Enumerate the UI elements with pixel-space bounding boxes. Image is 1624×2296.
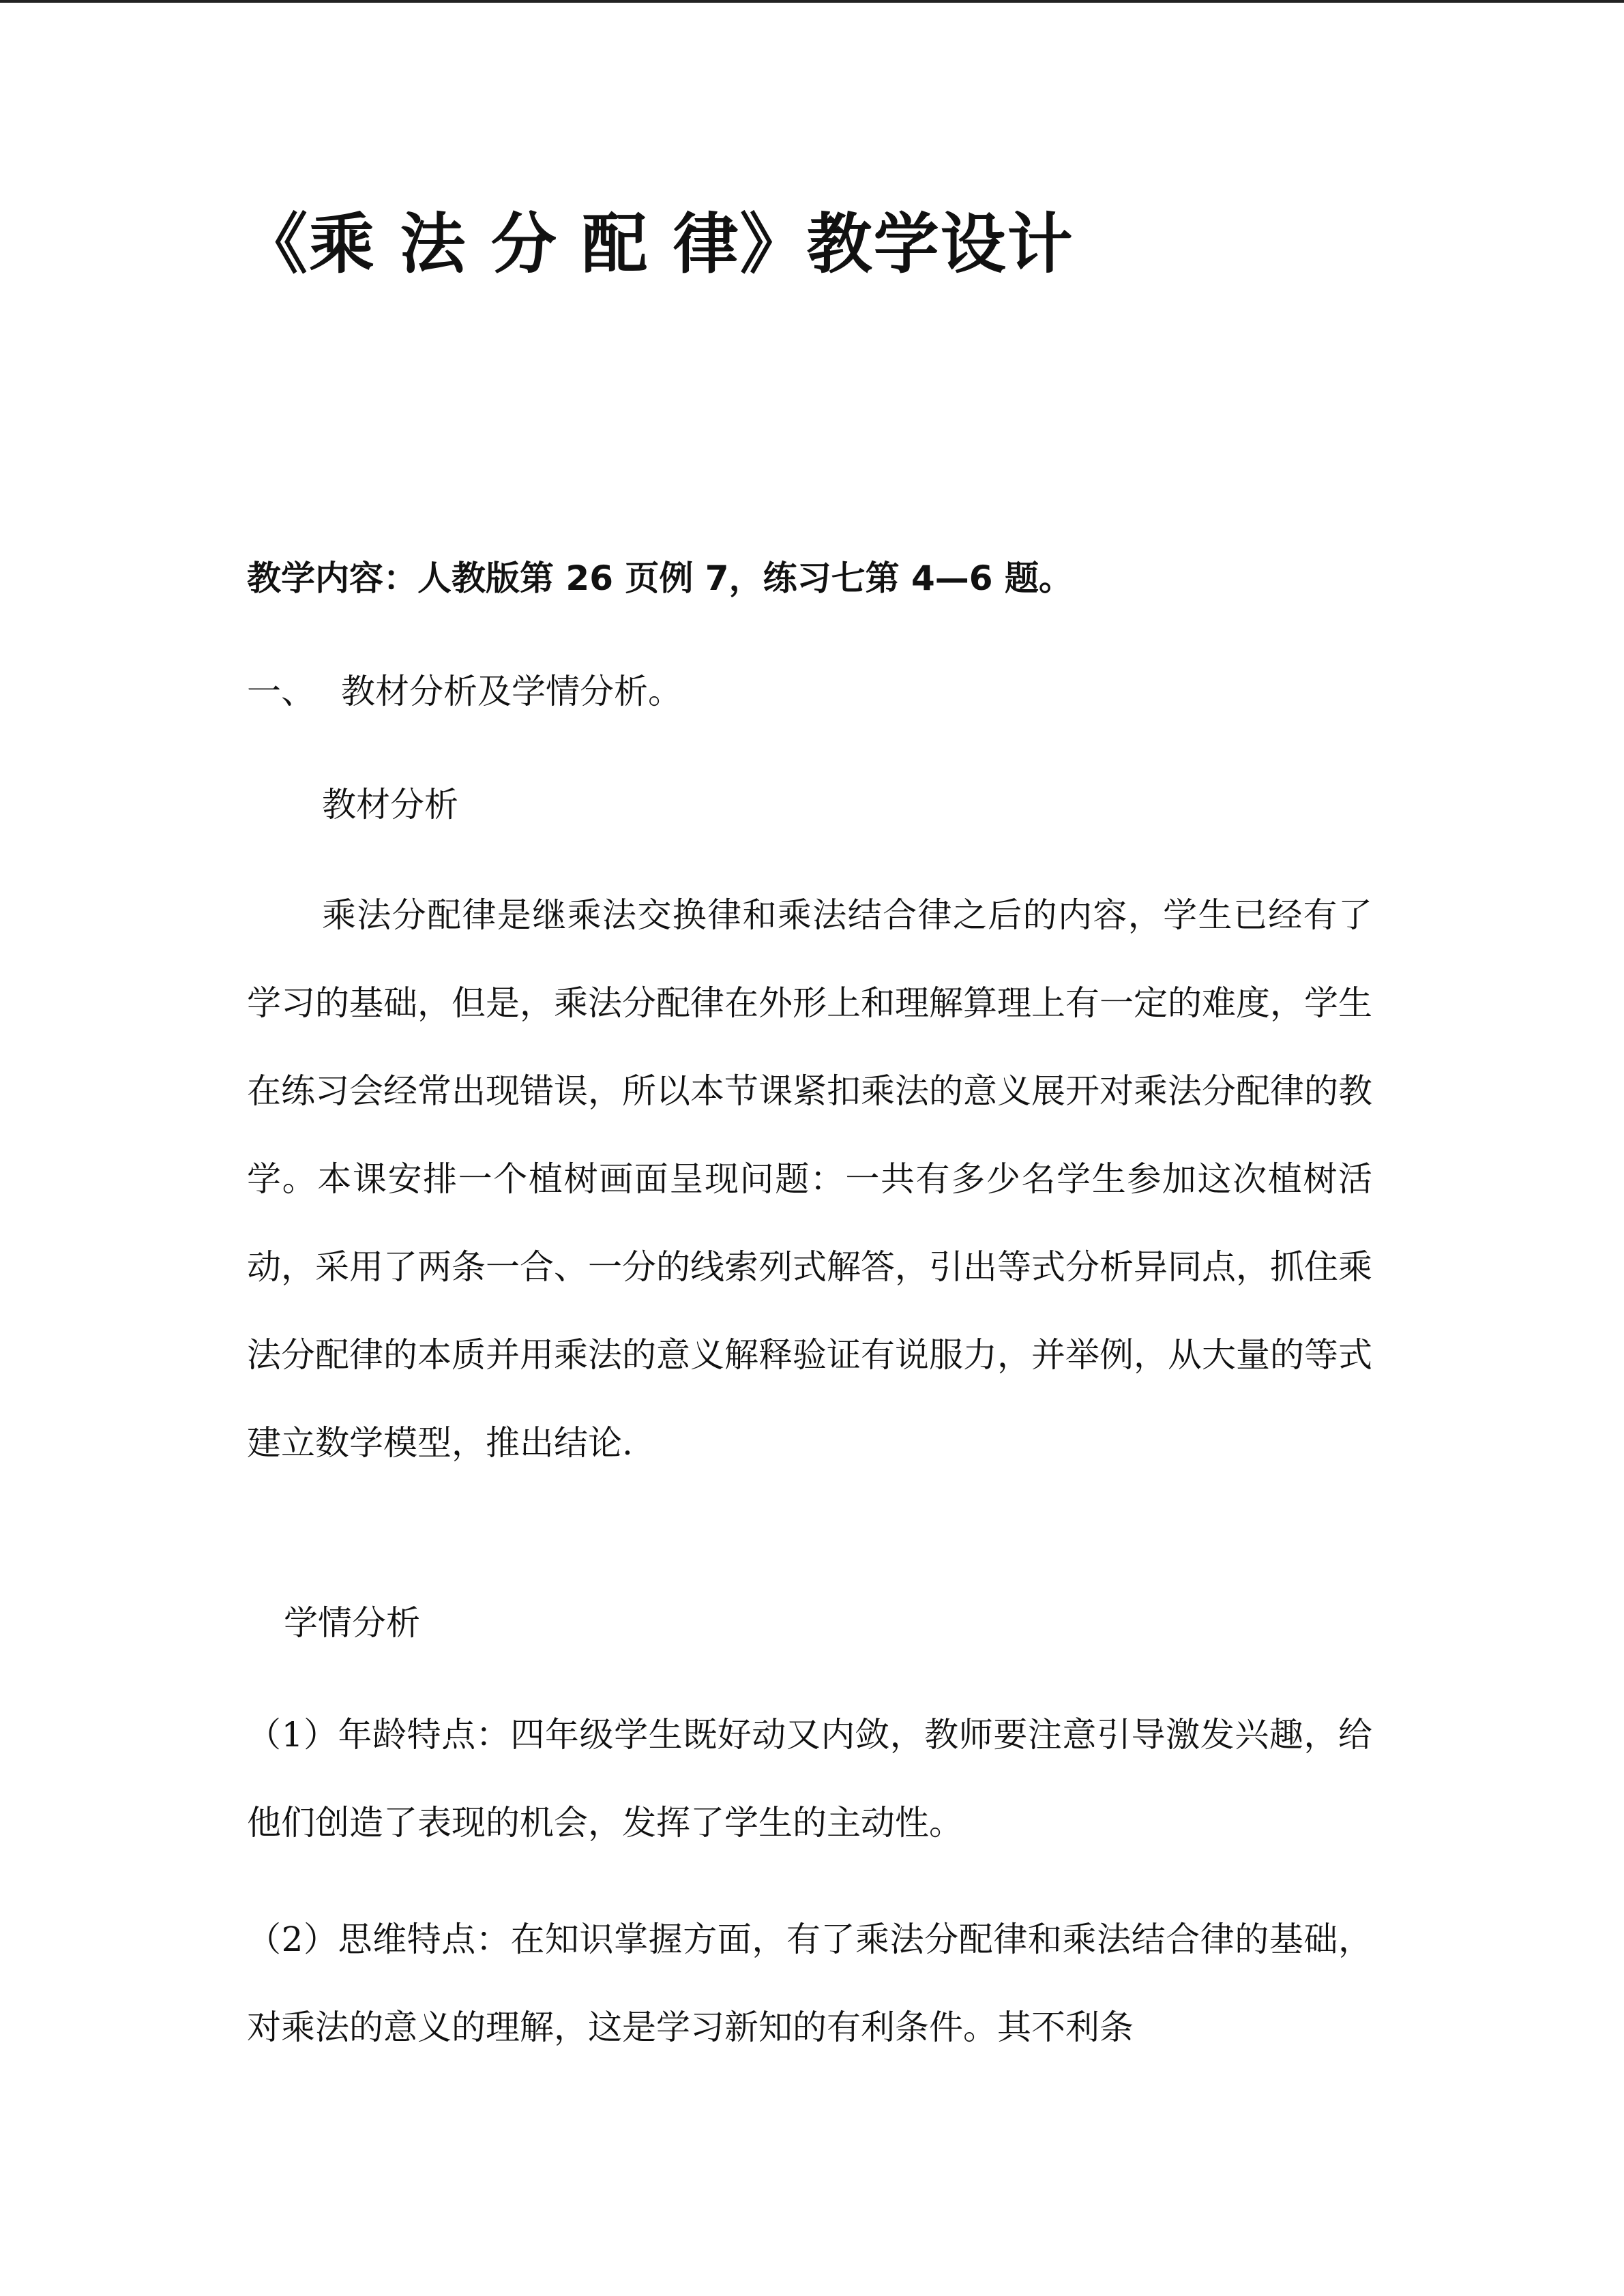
- age-features-paragraph: （1）年龄特点：四年级学生既好动又内敛，教师要注意引导激发兴趣，给他们创造了表现的机会，发挥了学生的主动性。: [247, 1715, 1372, 1843]
- section-title: 教材分析及学情分析。: [341, 672, 682, 711]
- teaching-content-line: 教学内容：人教版第 26 页例 7，练习七第 4—6 题。: [247, 558, 1073, 598]
- document-title: 《乘 法 分 配 律》教学设计: [242, 205, 1074, 282]
- section-heading: [247, 664, 682, 713]
- textbook-analysis-heading: 教材分析: [322, 785, 458, 824]
- thinking-features-paragraph: （2）思维特点：在知识掌握方面，有了乘法分配律和乘法结合律的基础，对乘法的意义的理解，这是学习新知的有利条件。其不利条: [247, 1920, 1372, 2047]
- textbook-analysis-paragraph: 乘法分配律是继乘法交换律和乘法结合律之后的内容，学生已经有了学习的基础，但是，乘法分配律在外形上和理解算理上有一定的难度，学生在练习会经常出现错误，所以本节课紧扣乘法的意义展开对乘法分配律的教学。本课安排一个植树画面呈现问题：一共有多少名学生参加这次植树活动，采用了两条一合、一分的线索列式解答，引出等式分析异同点，抓住乘法分配律的本质并用乘法的意义解释验证有说服力，并举例，从大量的等式建立数学模型，推出结论.: [247, 895, 1372, 1463]
- student-analysis-heading: 学情分析: [284, 1603, 420, 1643]
- page-top-border: [0, 0, 1624, 3]
- section-number: 一、: [247, 672, 315, 711]
